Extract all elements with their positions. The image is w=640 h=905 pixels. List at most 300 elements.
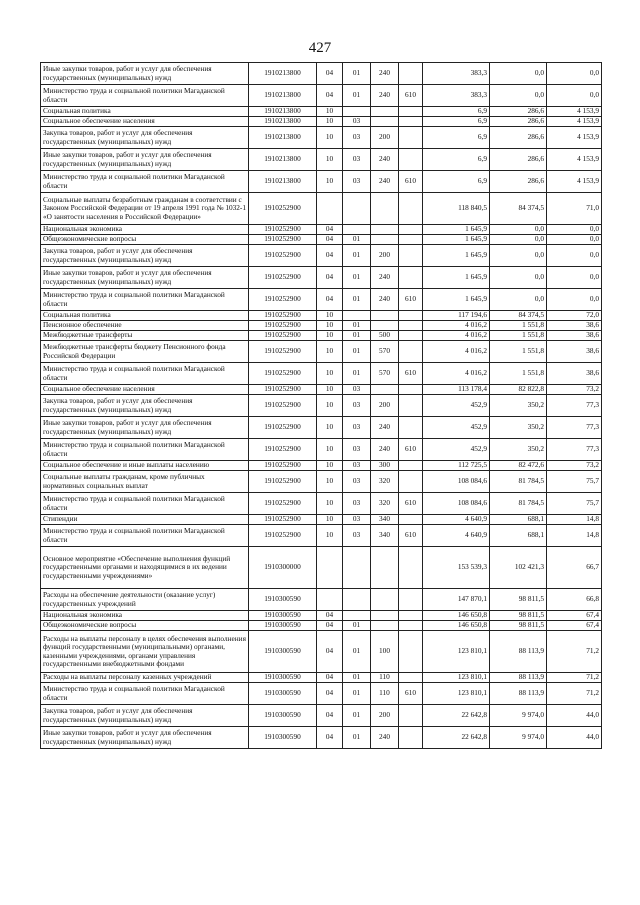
expense-type: 110 [371, 673, 399, 683]
ministry-code [399, 245, 423, 267]
row-name: Социальное обеспечение населения [41, 385, 249, 395]
budget-code: 1910300590 [249, 705, 317, 727]
subsection-code: 01 [343, 363, 371, 385]
section-code: 04 [317, 705, 343, 727]
budget-code: 1910252900 [249, 515, 317, 525]
budget-code: 1910213800 [249, 171, 317, 193]
section-code: 10 [317, 321, 343, 331]
budget-code: 1910213800 [249, 127, 317, 149]
percent-value: 67,4 [547, 621, 602, 631]
percent-value: 73,2 [547, 385, 602, 395]
percent-value: 4 153,9 [547, 127, 602, 149]
budget-code: 1910252900 [249, 385, 317, 395]
section-code: 04 [317, 289, 343, 311]
row-name: Межбюджетные трансферты [41, 331, 249, 341]
actual-value: 102 421,3 [490, 547, 547, 589]
section-code [317, 547, 343, 589]
row-name: Социальная политика [41, 107, 249, 117]
actual-value: 98 811,5 [490, 589, 547, 611]
table-row [41, 117, 602, 127]
actual-value: 1 551,8 [490, 321, 547, 331]
table-row [41, 589, 602, 611]
expense-type: 100 [371, 631, 399, 673]
table-row [41, 127, 602, 149]
plan-value: 153 539,3 [423, 547, 490, 589]
subsection-code: 01 [343, 705, 371, 727]
ministry-code: 610 [399, 85, 423, 107]
table-row [41, 547, 602, 589]
plan-value: 1 645,9 [423, 267, 490, 289]
plan-value: 452,9 [423, 439, 490, 461]
table-row [41, 171, 602, 193]
plan-value: 4 640,9 [423, 515, 490, 525]
page-number: 427 [308, 40, 332, 56]
ministry-code: 610 [399, 171, 423, 193]
plan-value: 123 810,1 [423, 631, 490, 673]
plan-value: 146 650,8 [423, 611, 490, 621]
budget-code: 1910213800 [249, 85, 317, 107]
percent-value: 38,6 [547, 331, 602, 341]
row-name: Расходы на обеспечение деятельности (оказание услуг) государственных учреждений [41, 589, 249, 611]
section-code: 04 [317, 727, 343, 749]
actual-value: 286,6 [490, 127, 547, 149]
section-code: 10 [317, 311, 343, 321]
actual-value: 286,6 [490, 117, 547, 127]
ministry-code [399, 107, 423, 117]
section-code: 04 [317, 235, 343, 245]
actual-value: 0,0 [490, 225, 547, 235]
table-row [41, 439, 602, 461]
percent-value: 4 153,9 [547, 149, 602, 171]
percent-value: 77,3 [547, 395, 602, 417]
subsection-code: 01 [343, 673, 371, 683]
plan-value: 1 645,9 [423, 289, 490, 311]
subsection-code: 03 [343, 117, 371, 127]
actual-value: 88 113,9 [490, 683, 547, 705]
budget-code: 1910252900 [249, 193, 317, 225]
plan-value: 4 016,2 [423, 363, 490, 385]
expense-type: 240 [371, 439, 399, 461]
budget-code: 1910252900 [249, 461, 317, 471]
section-code: 04 [317, 631, 343, 673]
plan-value: 108 084,6 [423, 493, 490, 515]
expense-type: 240 [371, 85, 399, 107]
ministry-code [399, 311, 423, 321]
actual-value: 0,0 [490, 289, 547, 311]
row-name: Национальная экономика [41, 225, 249, 235]
subsection-code: 01 [343, 267, 371, 289]
percent-value: 66,8 [547, 589, 602, 611]
row-name: Министерство труда и социальной политики Магаданской области [41, 525, 249, 547]
table-row [41, 193, 602, 225]
section-code: 10 [317, 341, 343, 363]
plan-value: 383,3 [423, 85, 490, 107]
ministry-code: 610 [399, 439, 423, 461]
ministry-code [399, 127, 423, 149]
section-code: 04 [317, 63, 343, 85]
subsection-code: 03 [343, 461, 371, 471]
section-code: 10 [317, 395, 343, 417]
row-name: Министерство труда и социальной политики Магаданской области [41, 683, 249, 705]
budget-code: 1910252900 [249, 321, 317, 331]
budget-code: 1910252900 [249, 245, 317, 267]
subsection-code [343, 225, 371, 235]
percent-value: 0,0 [547, 245, 602, 267]
subsection-code: 01 [343, 727, 371, 749]
percent-value: 77,3 [547, 439, 602, 461]
row-name: Общеэкономические вопросы [41, 621, 249, 631]
table-row [41, 673, 602, 683]
ministry-code: 610 [399, 289, 423, 311]
plan-value: 6,9 [423, 171, 490, 193]
table-row [41, 395, 602, 417]
table-row [41, 267, 602, 289]
expense-type: 200 [371, 395, 399, 417]
budget-code: 1910213800 [249, 149, 317, 171]
row-name: Расходы на выплаты персоналу в целях обеспечения выполнения функций государственными (муниципальными) органами, казенными учреждениями, органами управления государственными внебюджетными фондами [41, 631, 249, 673]
row-name: Министерство труда и социальной политики Магаданской области [41, 171, 249, 193]
section-code: 04 [317, 225, 343, 235]
expense-type [371, 311, 399, 321]
table-row [41, 289, 602, 311]
budget-code: 1910252900 [249, 341, 317, 363]
subsection-code: 01 [343, 321, 371, 331]
row-name: Расходы на выплаты персоналу казенных учреждений [41, 673, 249, 683]
subsection-code: 03 [343, 127, 371, 149]
budget-code: 1910252900 [249, 493, 317, 515]
row-name: Иные закупки товаров, работ и услуг для обеспечения государственных (муниципальных) нужд [41, 267, 249, 289]
expense-type: 240 [371, 267, 399, 289]
percent-value: 71,2 [547, 631, 602, 673]
section-code: 04 [317, 621, 343, 631]
expense-type [371, 385, 399, 395]
ministry-code [399, 515, 423, 525]
plan-value: 123 810,1 [423, 673, 490, 683]
row-name: Общеэкономические вопросы [41, 235, 249, 245]
expense-type: 570 [371, 363, 399, 385]
expense-type: 200 [371, 127, 399, 149]
subsection-code: 03 [343, 525, 371, 547]
section-code: 10 [317, 107, 343, 117]
plan-value: 383,3 [423, 63, 490, 85]
subsection-code: 03 [343, 395, 371, 417]
subsection-code: 03 [343, 439, 371, 461]
subsection-code [343, 589, 371, 611]
table-row [41, 471, 602, 493]
actual-value: 688,1 [490, 525, 547, 547]
section-code: 04 [317, 267, 343, 289]
actual-value: 1 551,8 [490, 341, 547, 363]
percent-value: 14,8 [547, 515, 602, 525]
budget-code: 1910300590 [249, 727, 317, 749]
expense-type: 240 [371, 171, 399, 193]
expense-type: 340 [371, 515, 399, 525]
plan-value: 4 016,2 [423, 341, 490, 363]
expense-type [371, 235, 399, 245]
expense-type [371, 547, 399, 589]
row-name: Основное мероприятие «Обеспечение выполнения функций государственными органами и находящимися в их ведении государственными учреждениями» [41, 547, 249, 589]
plan-value: 4 640,9 [423, 525, 490, 547]
expense-type: 240 [371, 149, 399, 171]
expense-type [371, 117, 399, 127]
actual-value: 0,0 [490, 267, 547, 289]
table-row [41, 727, 602, 749]
plan-value: 22 642,8 [423, 727, 490, 749]
section-code: 10 [317, 127, 343, 149]
row-name: Министерство труда и социальной политики Магаданской области [41, 85, 249, 107]
row-name: Министерство труда и социальной политики Магаданской области [41, 493, 249, 515]
plan-value: 4 016,2 [423, 321, 490, 331]
budget-code: 1910252900 [249, 235, 317, 245]
percent-value: 38,6 [547, 341, 602, 363]
plan-value: 452,9 [423, 417, 490, 439]
ministry-code [399, 547, 423, 589]
plan-value: 6,9 [423, 117, 490, 127]
actual-value: 286,6 [490, 149, 547, 171]
subsection-code: 01 [343, 235, 371, 245]
ministry-code [399, 267, 423, 289]
expense-type: 240 [371, 63, 399, 85]
ministry-code [399, 727, 423, 749]
table-row [41, 245, 602, 267]
expense-type: 240 [371, 289, 399, 311]
section-code: 10 [317, 515, 343, 525]
actual-value: 0,0 [490, 63, 547, 85]
section-code: 04 [317, 611, 343, 621]
expense-type: 300 [371, 461, 399, 471]
ministry-code [399, 395, 423, 417]
row-name: Социальное обеспечение и иные выплаты населению [41, 461, 249, 471]
subsection-code: 03 [343, 417, 371, 439]
actual-value: 82 822,8 [490, 385, 547, 395]
row-name: Министерство труда и социальной политики Магаданской области [41, 363, 249, 385]
plan-value: 6,9 [423, 149, 490, 171]
ministry-code [399, 461, 423, 471]
table-row [41, 341, 602, 363]
table-row [41, 631, 602, 673]
percent-value: 0,0 [547, 267, 602, 289]
expense-type: 320 [371, 493, 399, 515]
plan-value: 452,9 [423, 395, 490, 417]
section-code: 10 [317, 417, 343, 439]
section-code: 10 [317, 461, 343, 471]
percent-value: 75,7 [547, 493, 602, 515]
table-row [41, 515, 602, 525]
table-row [41, 321, 602, 331]
ministry-code [399, 193, 423, 225]
expense-type: 320 [371, 471, 399, 493]
percent-value: 4 153,9 [547, 107, 602, 117]
subsection-code: 01 [343, 631, 371, 673]
ministry-code [399, 417, 423, 439]
section-code: 10 [317, 525, 343, 547]
actual-value: 0,0 [490, 235, 547, 245]
subsection-code: 03 [343, 149, 371, 171]
table-row [41, 235, 602, 245]
percent-value: 66,7 [547, 547, 602, 589]
plan-value: 108 084,6 [423, 471, 490, 493]
actual-value: 9 974,0 [490, 705, 547, 727]
ministry-code: 610 [399, 363, 423, 385]
percent-value: 0,0 [547, 289, 602, 311]
ministry-code [399, 331, 423, 341]
table-row [41, 225, 602, 235]
budget-code: 1910300590 [249, 611, 317, 621]
actual-value: 350,2 [490, 439, 547, 461]
actual-value: 81 784,5 [490, 493, 547, 515]
section-code: 10 [317, 171, 343, 193]
subsection-code [343, 611, 371, 621]
row-name: Иные закупки товаров, работ и услуг для обеспечения государственных (муниципальных) нужд [41, 417, 249, 439]
row-name: Иные закупки товаров, работ и услуг для обеспечения государственных (муниципальных) нужд [41, 63, 249, 85]
percent-value: 14,8 [547, 525, 602, 547]
section-code: 10 [317, 331, 343, 341]
percent-value: 67,4 [547, 611, 602, 621]
budget-code: 1910213800 [249, 107, 317, 117]
ministry-code [399, 705, 423, 727]
percent-value: 44,0 [547, 727, 602, 749]
section-code: 04 [317, 85, 343, 107]
row-name: Национальная экономика [41, 611, 249, 621]
row-name: Иные закупки товаров, работ и услуг для обеспечения государственных (муниципальных) нужд [41, 149, 249, 171]
section-code: 10 [317, 363, 343, 385]
ministry-code [399, 673, 423, 683]
ministry-code [399, 149, 423, 171]
expense-type: 240 [371, 727, 399, 749]
section-code: 10 [317, 385, 343, 395]
actual-value: 84 374,5 [490, 193, 547, 225]
plan-value: 123 810,1 [423, 683, 490, 705]
plan-value: 147 870,1 [423, 589, 490, 611]
table-row [41, 331, 602, 341]
percent-value: 0,0 [547, 85, 602, 107]
actual-value: 84 374,5 [490, 311, 547, 321]
row-name: Закупка товаров, работ и услуг для обеспечения государственных (муниципальных) нужд [41, 395, 249, 417]
actual-value: 98 811,5 [490, 611, 547, 621]
budget-table [40, 62, 602, 749]
actual-value: 0,0 [490, 245, 547, 267]
row-name: Закупка товаров, работ и услуг для обеспечения государственных (муниципальных) нужд [41, 705, 249, 727]
plan-value: 4 016,2 [423, 331, 490, 341]
budget-code: 1910252900 [249, 363, 317, 385]
percent-value: 4 153,9 [547, 117, 602, 127]
percent-value: 0,0 [547, 63, 602, 85]
ministry-code [399, 341, 423, 363]
row-name: Министерство труда и социальной политики Магаданской области [41, 289, 249, 311]
expense-type: 200 [371, 245, 399, 267]
table-row [41, 493, 602, 515]
ministry-code: 610 [399, 493, 423, 515]
plan-value: 117 194,6 [423, 311, 490, 321]
plan-value: 6,9 [423, 107, 490, 117]
budget-code: 1910252900 [249, 439, 317, 461]
subsection-code: 03 [343, 171, 371, 193]
actual-value: 88 113,9 [490, 673, 547, 683]
table-row [41, 385, 602, 395]
ministry-code [399, 117, 423, 127]
subsection-code: 01 [343, 245, 371, 267]
table-row [41, 63, 602, 85]
percent-value: 4 153,9 [547, 171, 602, 193]
actual-value: 88 113,9 [490, 631, 547, 673]
table-row [41, 611, 602, 621]
row-name: Пенсионное обеспечение [41, 321, 249, 331]
actual-value: 350,2 [490, 417, 547, 439]
expense-type [371, 225, 399, 235]
actual-value: 82 472,6 [490, 461, 547, 471]
table-row [41, 683, 602, 705]
plan-value: 1 645,9 [423, 245, 490, 267]
budget-code: 1910252900 [249, 225, 317, 235]
section-code: 10 [317, 149, 343, 171]
ministry-code [399, 321, 423, 331]
percent-value: 71,0 [547, 193, 602, 225]
expense-type: 240 [371, 417, 399, 439]
section-code: 04 [317, 683, 343, 705]
expense-type: 570 [371, 341, 399, 363]
section-code [317, 589, 343, 611]
table-row [41, 149, 602, 171]
actual-value: 1 551,8 [490, 331, 547, 341]
budget-code: 1910252900 [249, 525, 317, 547]
actual-value: 286,6 [490, 171, 547, 193]
table-row [41, 621, 602, 631]
expense-type [371, 589, 399, 611]
subsection-code: 01 [343, 331, 371, 341]
plan-value: 113 178,4 [423, 385, 490, 395]
table-row [41, 363, 602, 385]
table-row [41, 461, 602, 471]
table-body [41, 63, 602, 749]
budget-code: 1910300590 [249, 589, 317, 611]
percent-value: 72,0 [547, 311, 602, 321]
percent-value: 0,0 [547, 225, 602, 235]
budget-code: 1910252900 [249, 289, 317, 311]
section-code: 04 [317, 245, 343, 267]
actual-value: 688,1 [490, 515, 547, 525]
expense-type [371, 621, 399, 631]
budget-code: 1910300590 [249, 631, 317, 673]
table-row [41, 705, 602, 727]
percent-value: 73,2 [547, 461, 602, 471]
plan-value: 22 642,8 [423, 705, 490, 727]
section-code: 10 [317, 439, 343, 461]
ministry-code [399, 225, 423, 235]
row-name: Закупка товаров, работ и услуг для обеспечения государственных (муниципальных) нужд [41, 127, 249, 149]
subsection-code: 01 [343, 85, 371, 107]
subsection-code [343, 107, 371, 117]
expense-type [371, 193, 399, 225]
budget-code: 1910252900 [249, 331, 317, 341]
row-name: Стипендии [41, 515, 249, 525]
plan-value: 1 645,9 [423, 235, 490, 245]
plan-value: 112 725,5 [423, 461, 490, 471]
budget-code: 1910300590 [249, 673, 317, 683]
table-row [41, 525, 602, 547]
expense-type [371, 321, 399, 331]
expense-type: 500 [371, 331, 399, 341]
section-code: 04 [317, 673, 343, 683]
ministry-code [399, 63, 423, 85]
expense-type: 340 [371, 525, 399, 547]
subsection-code: 01 [343, 683, 371, 705]
budget-code: 1910252900 [249, 417, 317, 439]
row-name: Социальная политика [41, 311, 249, 321]
plan-value: 146 650,8 [423, 621, 490, 631]
row-name: Социальные выплаты безработным гражданам в соответствии с Законом Российской Федерации от 19 апреля 1991 года № 1032-1 «О занятости населения в Российской Федерации» [41, 193, 249, 225]
actual-value: 9 974,0 [490, 727, 547, 749]
budget-code: 1910213800 [249, 63, 317, 85]
